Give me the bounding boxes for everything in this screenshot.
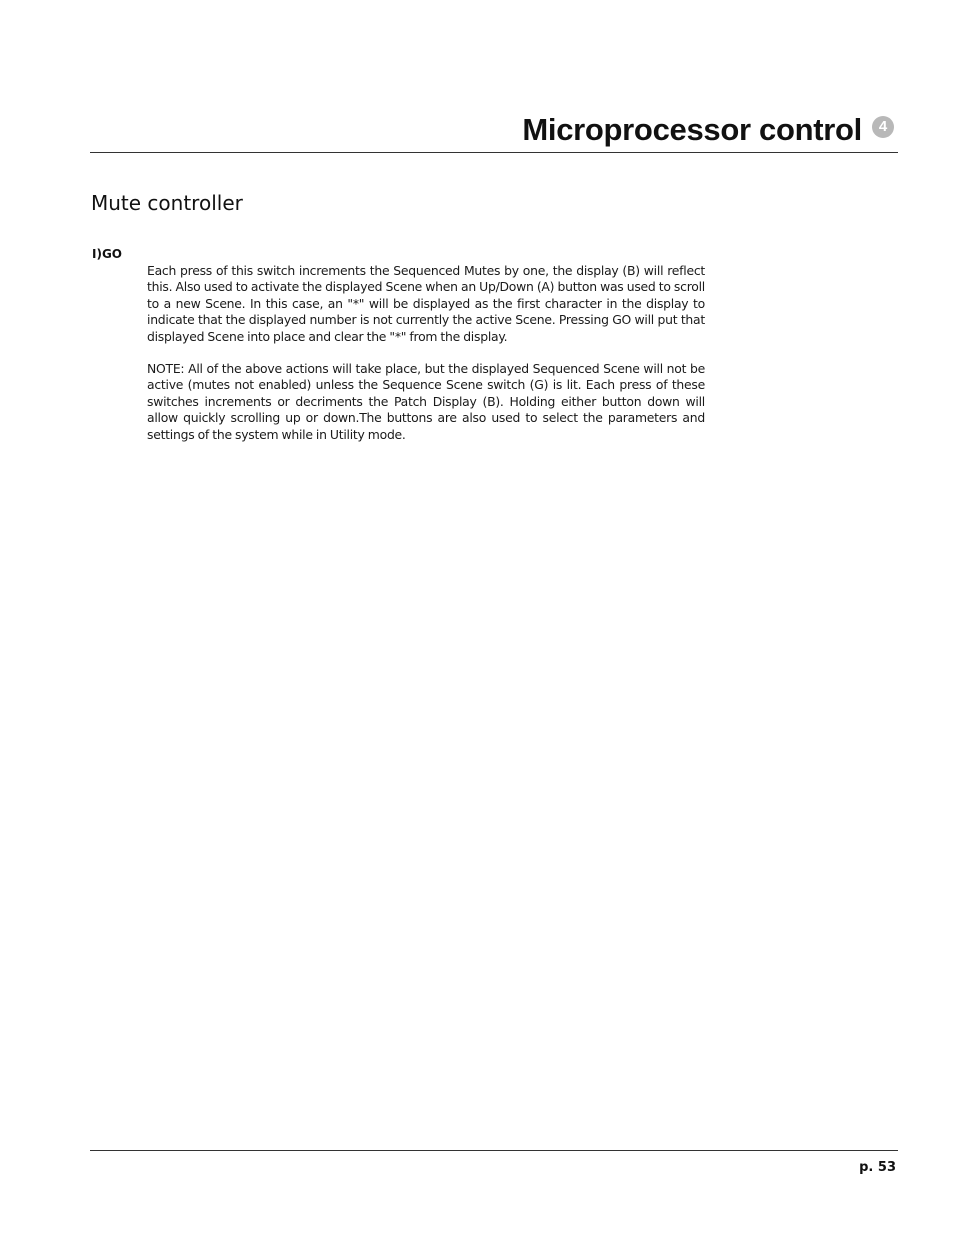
- item-body: [147, 263, 705, 459]
- item-label: I)GO: [92, 247, 122, 261]
- note-paragraph: NOTE: All of the above actions will take place, but the displayed Sequenced Scene will not be active (mutes not enabled) unless the Sequence Scene switch (G) is lit. Each press of these switches increments or decriments the Patch Display (B). Holding either button down will allow quickly scrolling up or down.The buttons are also used to select the parameters and settings of the system while in Utility mode.: [147, 361, 705, 442]
- section-title: Mute controller: [91, 191, 243, 215]
- chapter-title: Microprocessor control: [522, 112, 862, 147]
- chapter-number-badge: 4: [872, 116, 894, 138]
- page-number: p. 53: [859, 1160, 896, 1175]
- footer-divider: [90, 1150, 898, 1151]
- body-paragraph: Each press of this switch increments the Sequenced Mutes by one, the display (B) will reflect this. Also used to activate the displayed Scene when an Up/Down (A) button was used to scroll to a new Scene. In this case, an "*" will be displayed as the first character in the display to indicate that the displayed number is not currently the active Scene. Pressing GO will put that displayed Scene into place and clear the "*" from the display.: [147, 263, 705, 344]
- chapter-header: [90, 108, 898, 153]
